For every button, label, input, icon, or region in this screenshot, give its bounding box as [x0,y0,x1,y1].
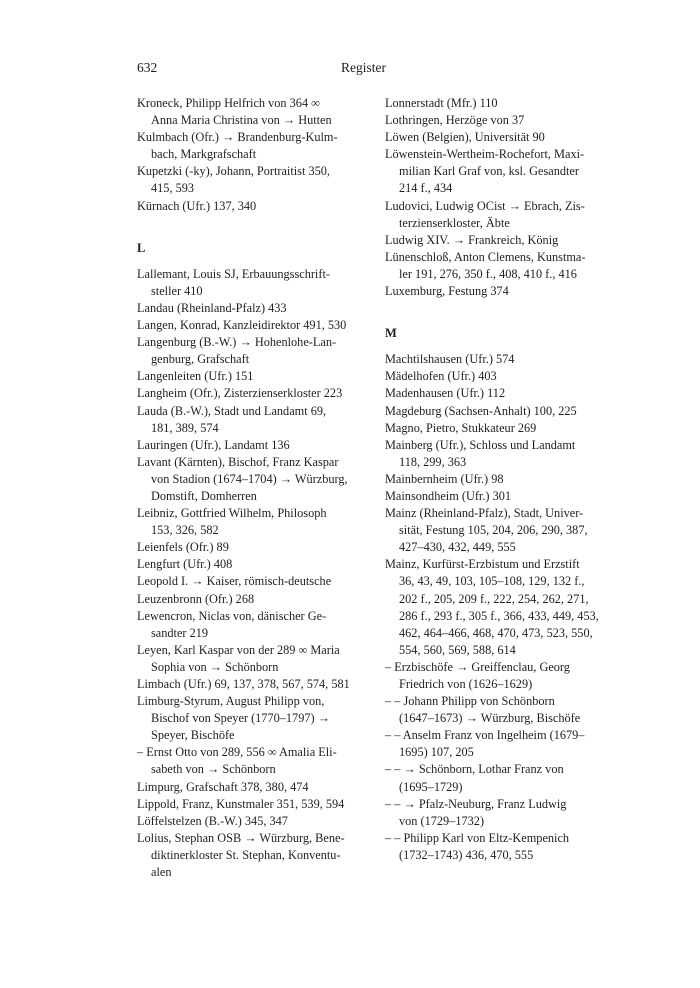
section-letter: M [385,326,397,341]
index-entry [137,693,367,744]
index-entry [137,300,367,317]
entry-line: 153, 326, 582 [151,523,219,538]
index-entry [137,505,367,539]
index-entry [385,556,618,659]
entry-line: steller 410 [151,283,203,298]
entry-line: Mainbernheim (Ufr.) 98 [385,471,504,486]
index-entry [137,437,367,454]
entry-line: Landau (Rheinland-Pfalz) 433 [137,300,287,315]
index-entry [137,95,367,129]
entry-line: Limbach (Ufr.) 69, 137, 378, 567, 574, 581 [137,677,350,691]
entry-line: – – Philipp Karl von Eltz-Kempenich [385,830,570,845]
index-entry [385,471,618,488]
index-column-left [137,95,367,881]
index-entry [385,129,618,146]
index-entry [385,403,618,420]
running-title: Register [341,60,386,75]
entry-line: Lonnerstadt (Mfr.) 110 [385,96,498,110]
entry-line: diktinerkloster St. Stephan, Konventu- [151,847,341,862]
entry-line: Löwenstein-Wertheim-Rochefort, Maxi- [385,147,585,162]
entry-line: Löwen (Belgien), Universität 90 [385,130,545,145]
entry-line: genburg, Grafschaft [151,352,250,367]
entry-line: Mädelhofen (Ufr.) 403 [385,369,497,384]
index-entry [385,761,618,795]
index-entry [385,488,618,505]
entry-line: Luxemburg, Festung 374 [385,284,509,299]
index-entry [385,796,618,830]
index-entry [137,608,367,642]
entry-line: Lavant (Kärnten), Bischof, Franz Kaspar [137,454,339,469]
entry-line: Sophia von → Schönborn [151,659,279,674]
index-entry [137,163,367,197]
entry-line: Bischof von Speyer (1770–1797) → [151,711,330,726]
section-letter: L [137,240,146,255]
entry-line: 462, 464–466, 468, 470, 473, 523, 550, [399,625,593,640]
entry-line: 202 f., 205, 209 f., 222, 254, 262, 271, [399,591,589,606]
index-entry [137,198,367,215]
index-entry [385,95,618,112]
index-entry [385,505,618,556]
entry-line: Leuzenbronn (Ofr.) 268 [137,591,255,606]
entry-line: Lünenschloß, Anton Clemens, Kunstma- [385,249,586,264]
entry-line: Leienfels (Ofr.) 89 [137,540,229,555]
index-entry [137,830,367,881]
index-entry [137,539,367,556]
entry-line: Magdeburg (Sachsen-Anhalt) 100, 225 [385,403,577,418]
entry-line: Leyen, Karl Kaspar von der 289 ∞ Maria [137,642,340,657]
entry-line: Langenburg (B.-W.) → Hohenlohe-Lan- [137,335,337,350]
entry-line: Friedrich von (1626–1629) [399,677,533,691]
index-entry [137,368,367,385]
page-header [137,60,590,80]
entry-line: Kupetzki (-ky), Johann, Portraitist 350, [137,164,330,179]
entry-line: von Stadion (1674–1704) → Würzburg, [151,471,348,486]
entry-line: sabeth von → Schönborn [151,762,276,777]
entry-line: 554, 560, 569, 588, 614 [399,642,516,657]
entry-line: 286 f., 293 f., 305 f., 366, 433, 449, 453, [399,608,599,623]
index-entry [385,727,618,761]
entry-line: Mainberg (Ufr.), Schloss und Landamt [385,437,576,452]
entry-line: 36, 43, 49, 103, 105–108, 129, 132 f., [399,574,585,589]
entry-line: Langen, Konrad, Kanzleidirektor 491, 530 [137,318,347,333]
entry-line: Madenhausen (Ufr.) 112 [385,386,506,401]
entry-line: Lolius, Stephan OSB → Würzburg, Bene- [137,830,345,845]
page-number: 632 [137,60,158,75]
entry-line: Domstift, Domherren [151,488,257,503]
entry-line: (1647–1673) → Würzburg, Bischöfe [399,711,581,726]
entry-line: – Ernst Otto von 289, 556 ∞ Amalia Eli- [137,745,337,760]
index-entry [385,232,618,249]
entry-line: Leibniz, Gottfried Wilhelm, Philosoph [137,506,327,521]
entry-line: Kürnach (Ufr.) 137, 340 [137,198,257,213]
index-entry [137,744,367,778]
entry-line: Lengfurt (Ufr.) 408 [137,557,233,572]
entry-line: 415, 593 [151,181,195,196]
index-entry [137,796,367,813]
index-entry [385,249,618,283]
index-entry [137,573,367,590]
entry-line: – – Johann Philipp von Schönborn [385,694,555,709]
entry-line: alen [151,865,172,880]
index-entry [385,830,618,864]
entry-line: Speyer, Bischöfe [151,728,235,743]
index-entry [385,351,618,368]
entry-line: Lewencron, Niclas von, dänischer Ge- [137,608,327,623]
entry-line: Ludovici, Ludwig OCist → Ebrach, Zis- [385,198,585,213]
entry-line: Limpurg, Grafschaft 378, 380, 474 [137,779,309,794]
entry-line: terzienserkloster, Äbte [399,215,510,230]
entry-line: sandter 219 [151,625,209,640]
entry-line: Löffelstelzen (B.-W.) 345, 347 [137,813,288,828]
entry-line: Kroneck, Philipp Helfrich von 364 ∞ [137,96,320,110]
entry-line: Magno, Pietro, Stukkateur 269 [385,420,537,435]
entry-line: Anna Maria Christina von → Hutten [151,113,332,128]
entry-line: 214 f., 434 [399,181,453,196]
index-entry [137,779,367,796]
entry-line: sität, Festung 105, 204, 206, 290, 387, [399,523,588,538]
index-entry [385,385,618,402]
entry-line: 118, 299, 363 [399,454,467,469]
entry-line: Lauringen (Ufr.), Landamt 136 [137,437,290,452]
entry-line: Mainz (Rheinland-Pfalz), Stadt, Univer- [385,506,584,521]
index-entry [137,385,367,402]
entry-line: Lippold, Franz, Kunstmaler 351, 539, 594 [137,796,345,811]
entry-line: Langenleiten (Ufr.) 151 [137,369,254,384]
entry-line: – – Anselm Franz von Ingelheim (1679– [385,728,585,743]
entry-line: Ludwig XIV. → Frankreich, König [385,232,559,247]
index-entry [137,676,367,693]
entry-line: bach, Markgrafschaft [151,147,257,162]
index-entry [137,642,367,676]
index-entry [385,198,618,232]
index-entry [137,454,367,505]
entry-line: Kulmbach (Ofr.) → Brandenburg-Kulm- [137,130,338,145]
index-entry [385,146,618,197]
entry-line: von (1729–1732) [399,813,485,828]
index-entry [137,129,367,163]
entry-line: 427–430, 432, 449, 555 [399,540,516,555]
index-column-right [385,95,618,864]
index-entry [385,112,618,129]
entry-line: Lothringen, Herzöge von 37 [385,113,525,128]
entry-line: (1732–1743) 436, 470, 555 [399,847,534,862]
index-entry [137,556,367,573]
entry-line: 1695) 107, 205 [399,745,474,760]
entry-line: Limburg-Styrum, August Philipp von, [137,694,325,709]
entry-line: – – → Pfalz-Neuburg, Franz Ludwig [385,796,567,811]
index-entry [385,693,618,727]
entry-line: – Erzbischöfe → Greiffenclau, Georg [385,659,570,674]
entry-line: Lallemant, Louis SJ, Erbauungsschrift- [137,266,330,281]
entry-line: ler 191, 276, 350 f., 408, 410 f., 416 [399,266,577,281]
index-entry [137,334,367,368]
index-entry [385,283,618,300]
entry-line: Leopold I. → Kaiser, römisch-deutsche [137,574,332,589]
index-entry [137,591,367,608]
index-entry [137,813,367,830]
entry-line: Mainz, Kurfürst-Erzbistum und Erzstift [385,557,580,572]
entry-line: – – → Schönborn, Lothar Franz von [385,762,564,777]
index-entry [385,368,618,385]
index-entry [137,266,367,300]
index-entry [137,317,367,334]
entry-line: Machtilshausen (Ufr.) 574 [385,352,515,367]
entry-line: milian Karl Graf von, ksl. Gesandter [399,164,579,179]
index-entry [385,420,618,437]
entry-line: (1695–1729) [399,779,463,794]
index-entry [137,403,367,437]
index-entry [385,659,618,693]
index-entry [385,437,618,471]
entry-line: 181, 389, 574 [151,420,219,435]
entry-line: Lauda (B.-W.), Stadt und Landamt 69, [137,403,327,418]
entry-line: Mainsondheim (Ufr.) 301 [385,488,512,503]
entry-line: Langheim (Ofr.), Zisterzienserkloster 223 [137,386,343,401]
